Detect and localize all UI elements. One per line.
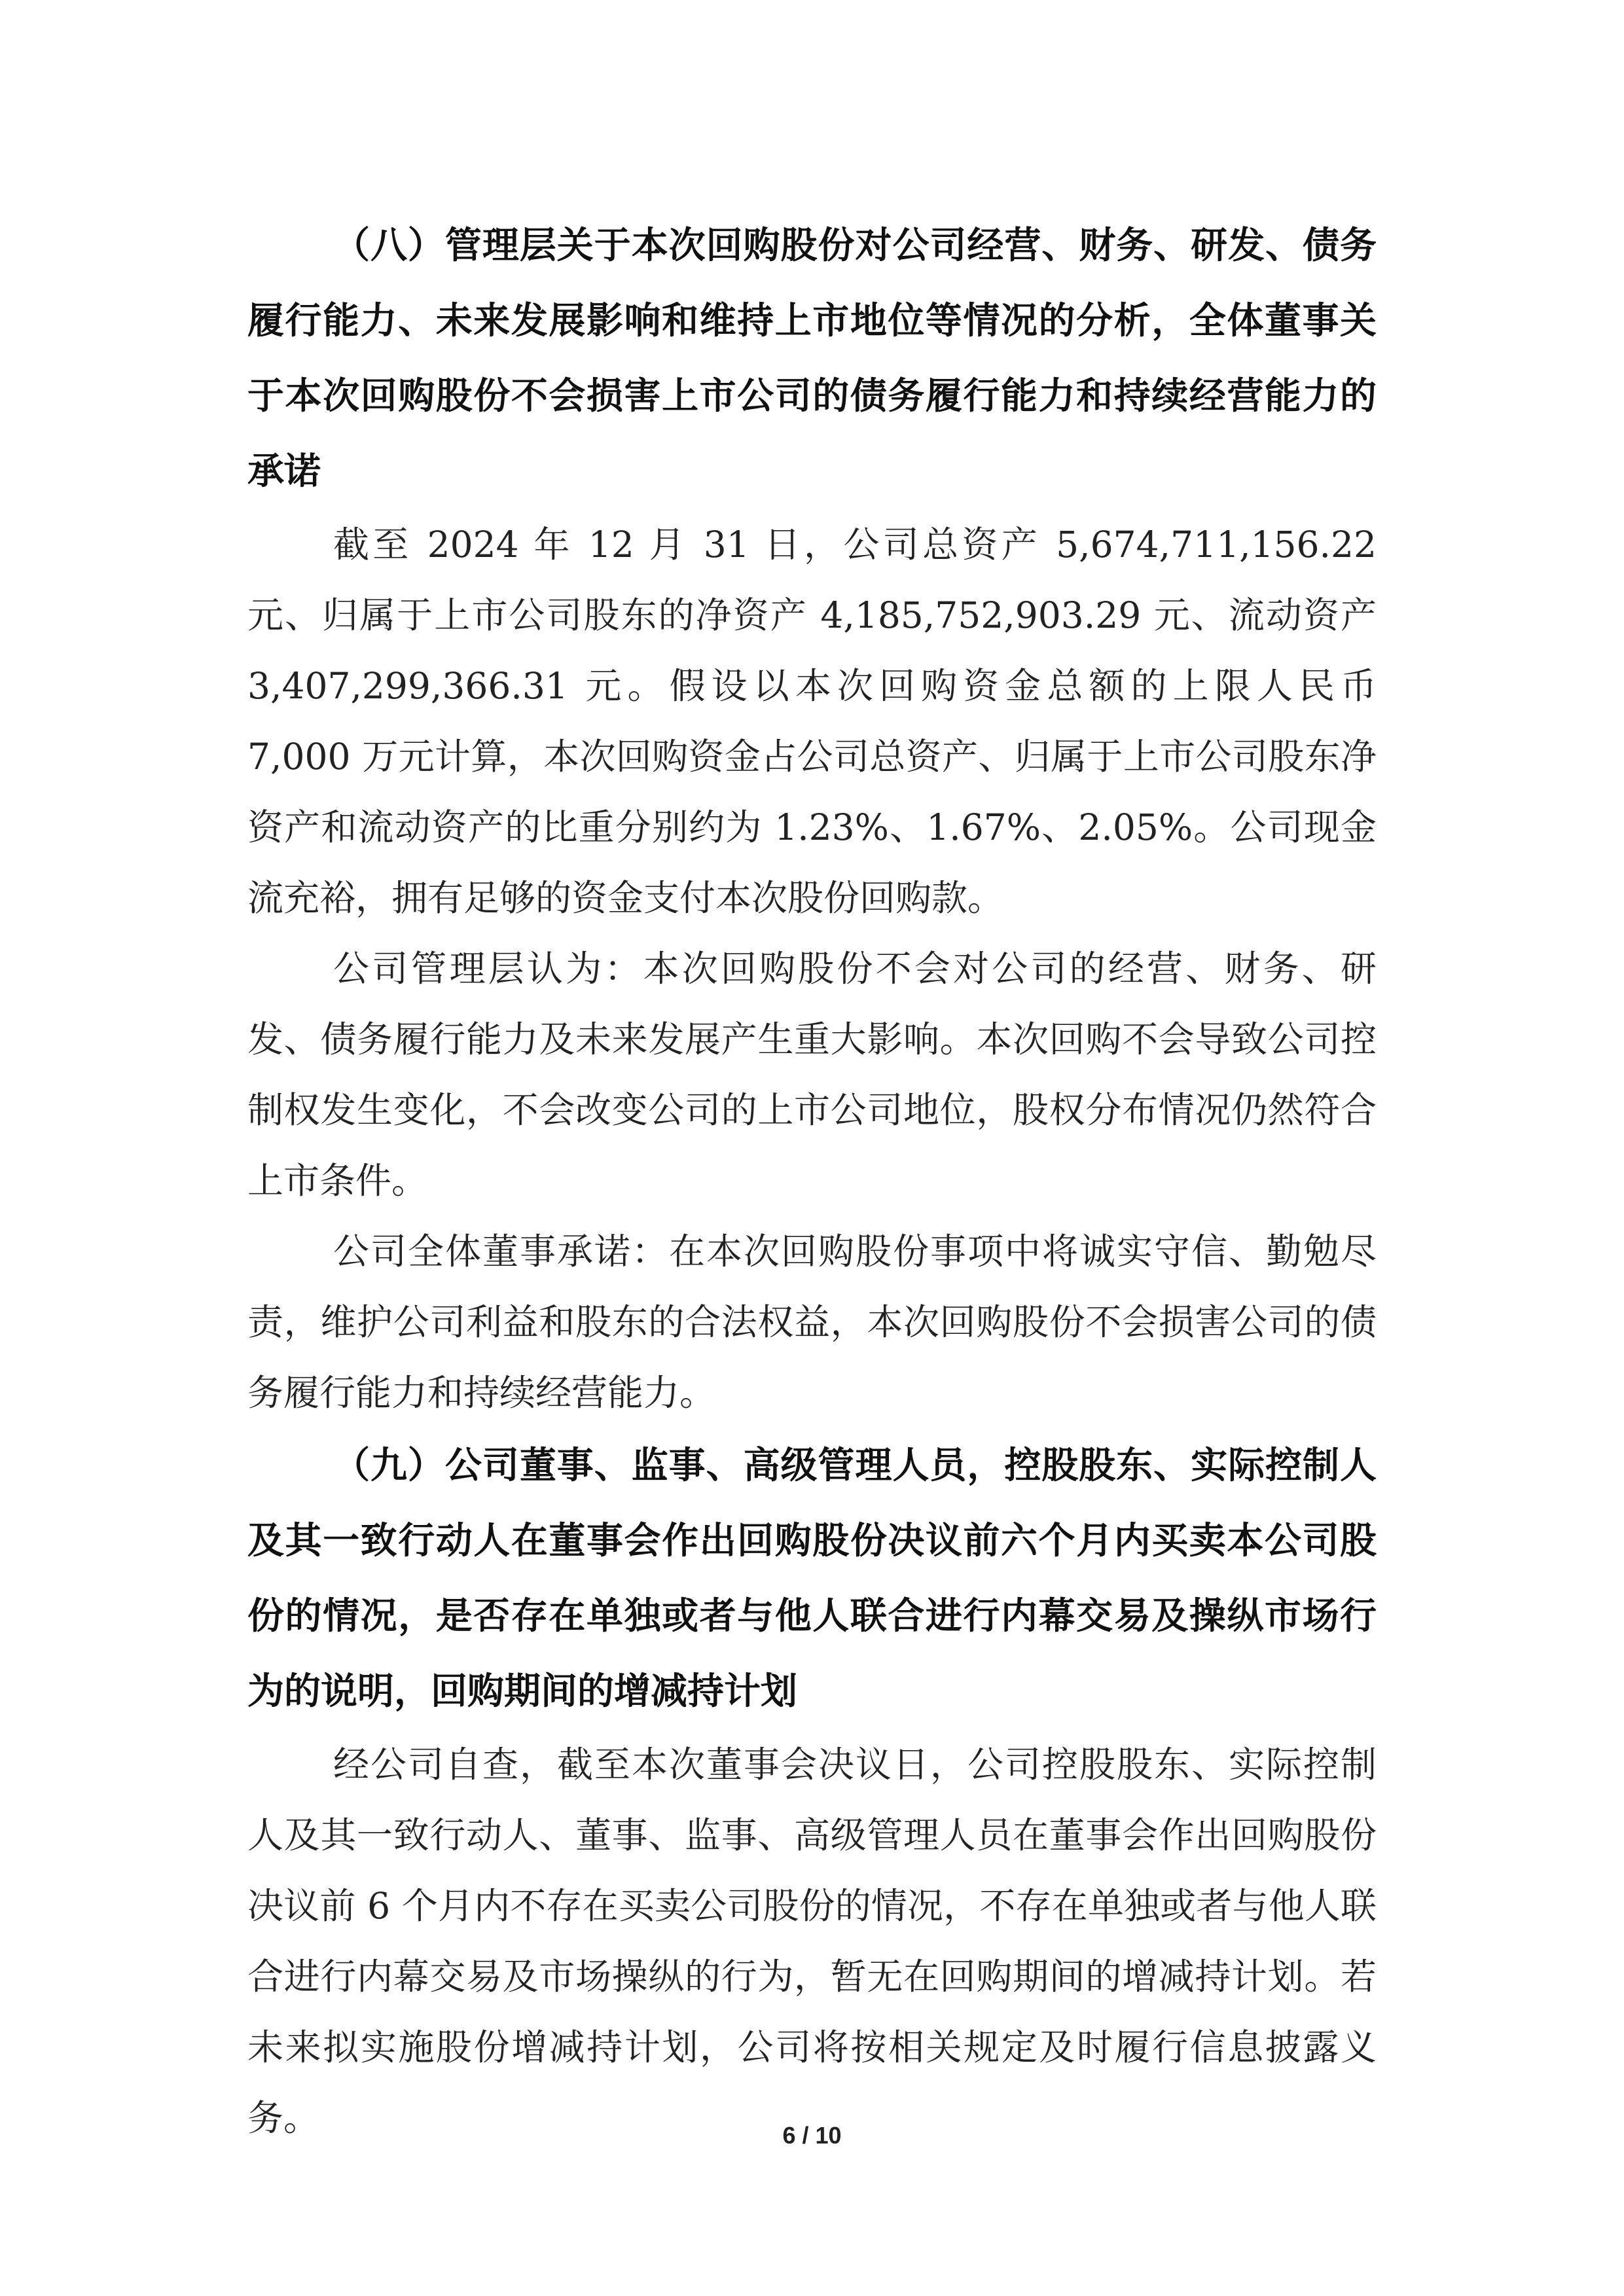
section-heading-8: （八）管理层关于本次回购股份对公司经营、财务、研发、债务履行能力、未来发展影响和维持上市地位等情况的分析，全体董事关于本次回购股份不会损害上市公司的债务履行能力和持续经营能力的承诺 — [247, 224, 1377, 493]
paragraph-management-opinion: 公司管理层认为：本次回购股份不会对公司的经营、财务、研发、债务履行能力及未来发展产生重大影响。本次回购不会导致公司控制权发生变化，不会改变公司的上市公司地位，股权分布情况仍然符合上市条件。 — [247, 948, 1377, 1202]
document-body — [247, 208, 1377, 2153]
paragraph-board-commitment: 公司全体董事承诺：在本次回购股份事项中将诚实守信、勤勉尽责，维护公司利益和股东的合法权益，本次回购股份不会损害公司的债务履行能力和持续经营能力。 — [247, 1230, 1377, 1414]
section-heading-9: （九）公司董事、监事、高级管理人员，控股股东、实际控制人及其一致行动人在董事会作出回购股份决议前六个月内买卖本公司股份的情况，是否存在单独或者与他人联合进行内幕交易及操纵市场行为的说明，回购期间的增减持计划 — [247, 1444, 1377, 1713]
paragraph-self-inspection: 经公司自查，截至本次董事会决议日，公司控股股东、实际控制人及其一致行动人、董事、监事、高级管理人员在董事会作出回购股份决议前 6 个月内不存在买卖公司股份的情况，不存在单独或者与他人联合进行内幕交易及市场操纵的行为，暂无在回购期间的增减持计划。若未来拟实施股份增减持计划，公司将按相关规定及时履行信息披露义务。 — [247, 1744, 1377, 2139]
paragraph-financial-data: 截至 2024 年 12 月 31 日，公司总资产 5,674,711,156.22 元、归属于上市公司股东的净资产 4,185,752,903.29 元、流动资产 3,407,299,366.31 元。假设以本次回购资金总额的上限人民币 7,000 万元计算，本次回购资金占公司总资产、归属于上市公司股东净资产和流动资产的比重分别约为 1.23%、1.67%、2.05%。公司现金流充裕，拥有足够的资金支付本次股份回购款。 — [247, 524, 1377, 919]
page-footer — [0, 2122, 1624, 2149]
page-number: 6 / 10 — [782, 2122, 842, 2149]
